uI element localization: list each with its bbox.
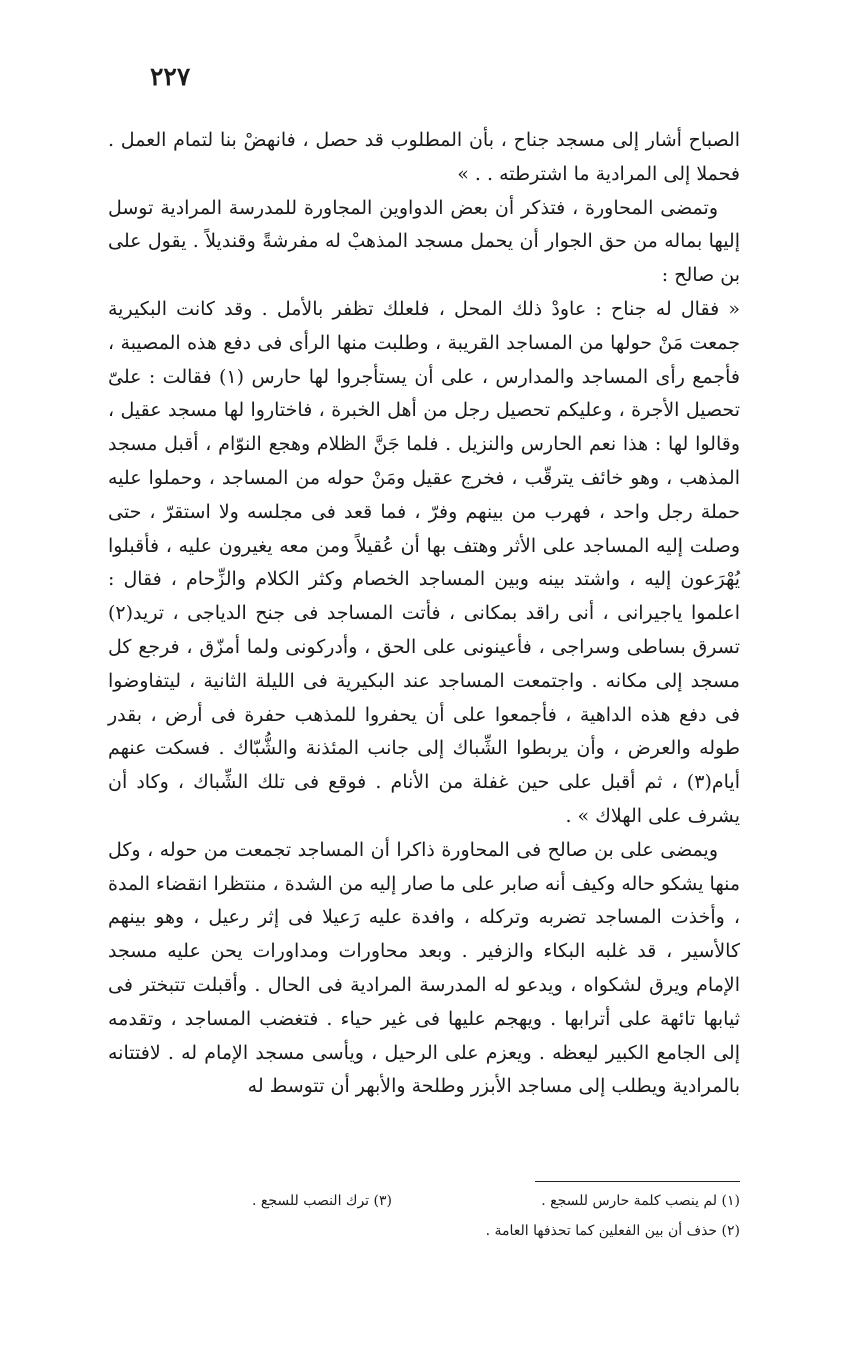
body-text bbox=[108, 124, 740, 1104]
page-number: ٢٢٧ bbox=[150, 62, 191, 91]
paragraph: ويمضى على بن صالح فى المحاورة ذاكرا أن المساجد تجمعت من حوله ، وكل منها يشكو حاله وكيف أنه صابر على ما صار إليه من الشدة ، منتظرا انقضاء المدة ، وأخذت المساجد تضربه وتركله ، وافدة عليه رَعيلا فى إثر رعيل ، وهو بينهم كالأسير ، قد غلبه البكاء والزفير . وبعد محاورات ومداورات يحن عليه مسجد الإمام ويرق لشكواه ، ويدعو له المدرسة المرادية فى الحال . وأقبلت تتبختر فى ثيابها تائهة على أترابها . ويهجم عليها فى غير حياء . فتغضب المساجد ، وتقدمه إلى الجامع الكبير ليعظه . ويعزم على الرحيل ، ويأسى مسجد الإمام له . لافتتانه بالمرادية ويطلب إلى مساجد الأبزر وطلحة والأبهر أن تتوسط له bbox=[108, 838, 740, 1098]
footnote-1: (١) لم ينصب كلمة حارس للسجع . bbox=[541, 1193, 740, 1209]
footnote-3: (٣) ترك النصب للسجع . bbox=[251, 1193, 392, 1209]
footnote-divider bbox=[535, 1181, 740, 1182]
footnotes bbox=[108, 1186, 740, 1246]
footnote-row bbox=[108, 1216, 740, 1246]
footnote-2: (٢) حذف أن بين الفعلين كما تحذفها العامة . bbox=[485, 1223, 740, 1239]
paragraph: الصباح أشار إلى مسجد جناح ، بأن المطلوب قد حصل ، فانهضْ بنا لتمام العمل . فحملا إلى المرادية ما اشترطته . . » bbox=[108, 129, 740, 185]
paragraph: وتمضى المحاورة ، فتذكر أن بعض الدواوين المجاورة للمدرسة المرادية توسل إليها بماله من حق الجوار أن يحمل مسجد المذهبْ له مفرشةً وقنديلاً . يقول على بن صالح : bbox=[108, 196, 740, 287]
paragraph-quote: « فقال له جناح : عاودْ ذلك المحل ، فلعلك تظفر بالأمل . وقد كانت البكيرية جمعت مَنْ حولها من المساجد القريبة ، وطلبت منها الرأى فى دفع هذه المصيبة ، فأجمع رأى المساجد والمدارس ، على أن يستأجروا لها حارس (١) فقالت : علىّ تحصيل الأجرة ، وعليكم تحصيل رجل من أهل الخبرة ، فاختاروا لها مسجد عقيل ، وقالوا لها : هذا نعم الحارس والنزيل . فلما جَنَّ الظلام وهجع النوّام ، أقبل مسجد المذهب ، وهو خائف يترقّب ، فخرج عقيل ومَنْ حوله من المساجد ، وحملوا عليه حملة رجل واحد ، فهرب من بينهم وفرّ ، فما قعد فى مجلسه ولا استقرّ ، حتى وصلت إليه المساجد على الأثر وهتف بها أن عُقيلاً ومن معه يغيرون عليه ، فأقبلوا يُهْرَعون إليه ، واشتد بينه وبين المساجد الخصام وكثر الكلام والزِّحام ، فقال : اعلموا ياجيرانى ، أنى راقد بمكانى ، فأتت المساجد فى جنح الدياجى ، تريد(٢) تسرق بساطى وسراجى ، فأعينونى على الحق ، وأدركونى ولما أمزّق ، فرجع كل مسجد إلى مكانه . واجتمعت المساجد عند البكيرية فى الليلة الثانية ، ليتفاوضوا فى دفع هذه الداهية ، فأجمعوا على أن يحفروا للمذهب حفرة فى أرض ، بقدر طوله والعرض ، وأن يربطوا الشِّباك إلى جانب المئذنة والشُّبّاك . فسكت عنهم أيام(٣) ، ثم أقبل على حين غفلة من الأنام . فوقع فى تلك الشِّباك ، وكاد أن يشرف على الهلاك » . bbox=[108, 297, 740, 827]
footnote-row bbox=[108, 1186, 740, 1216]
